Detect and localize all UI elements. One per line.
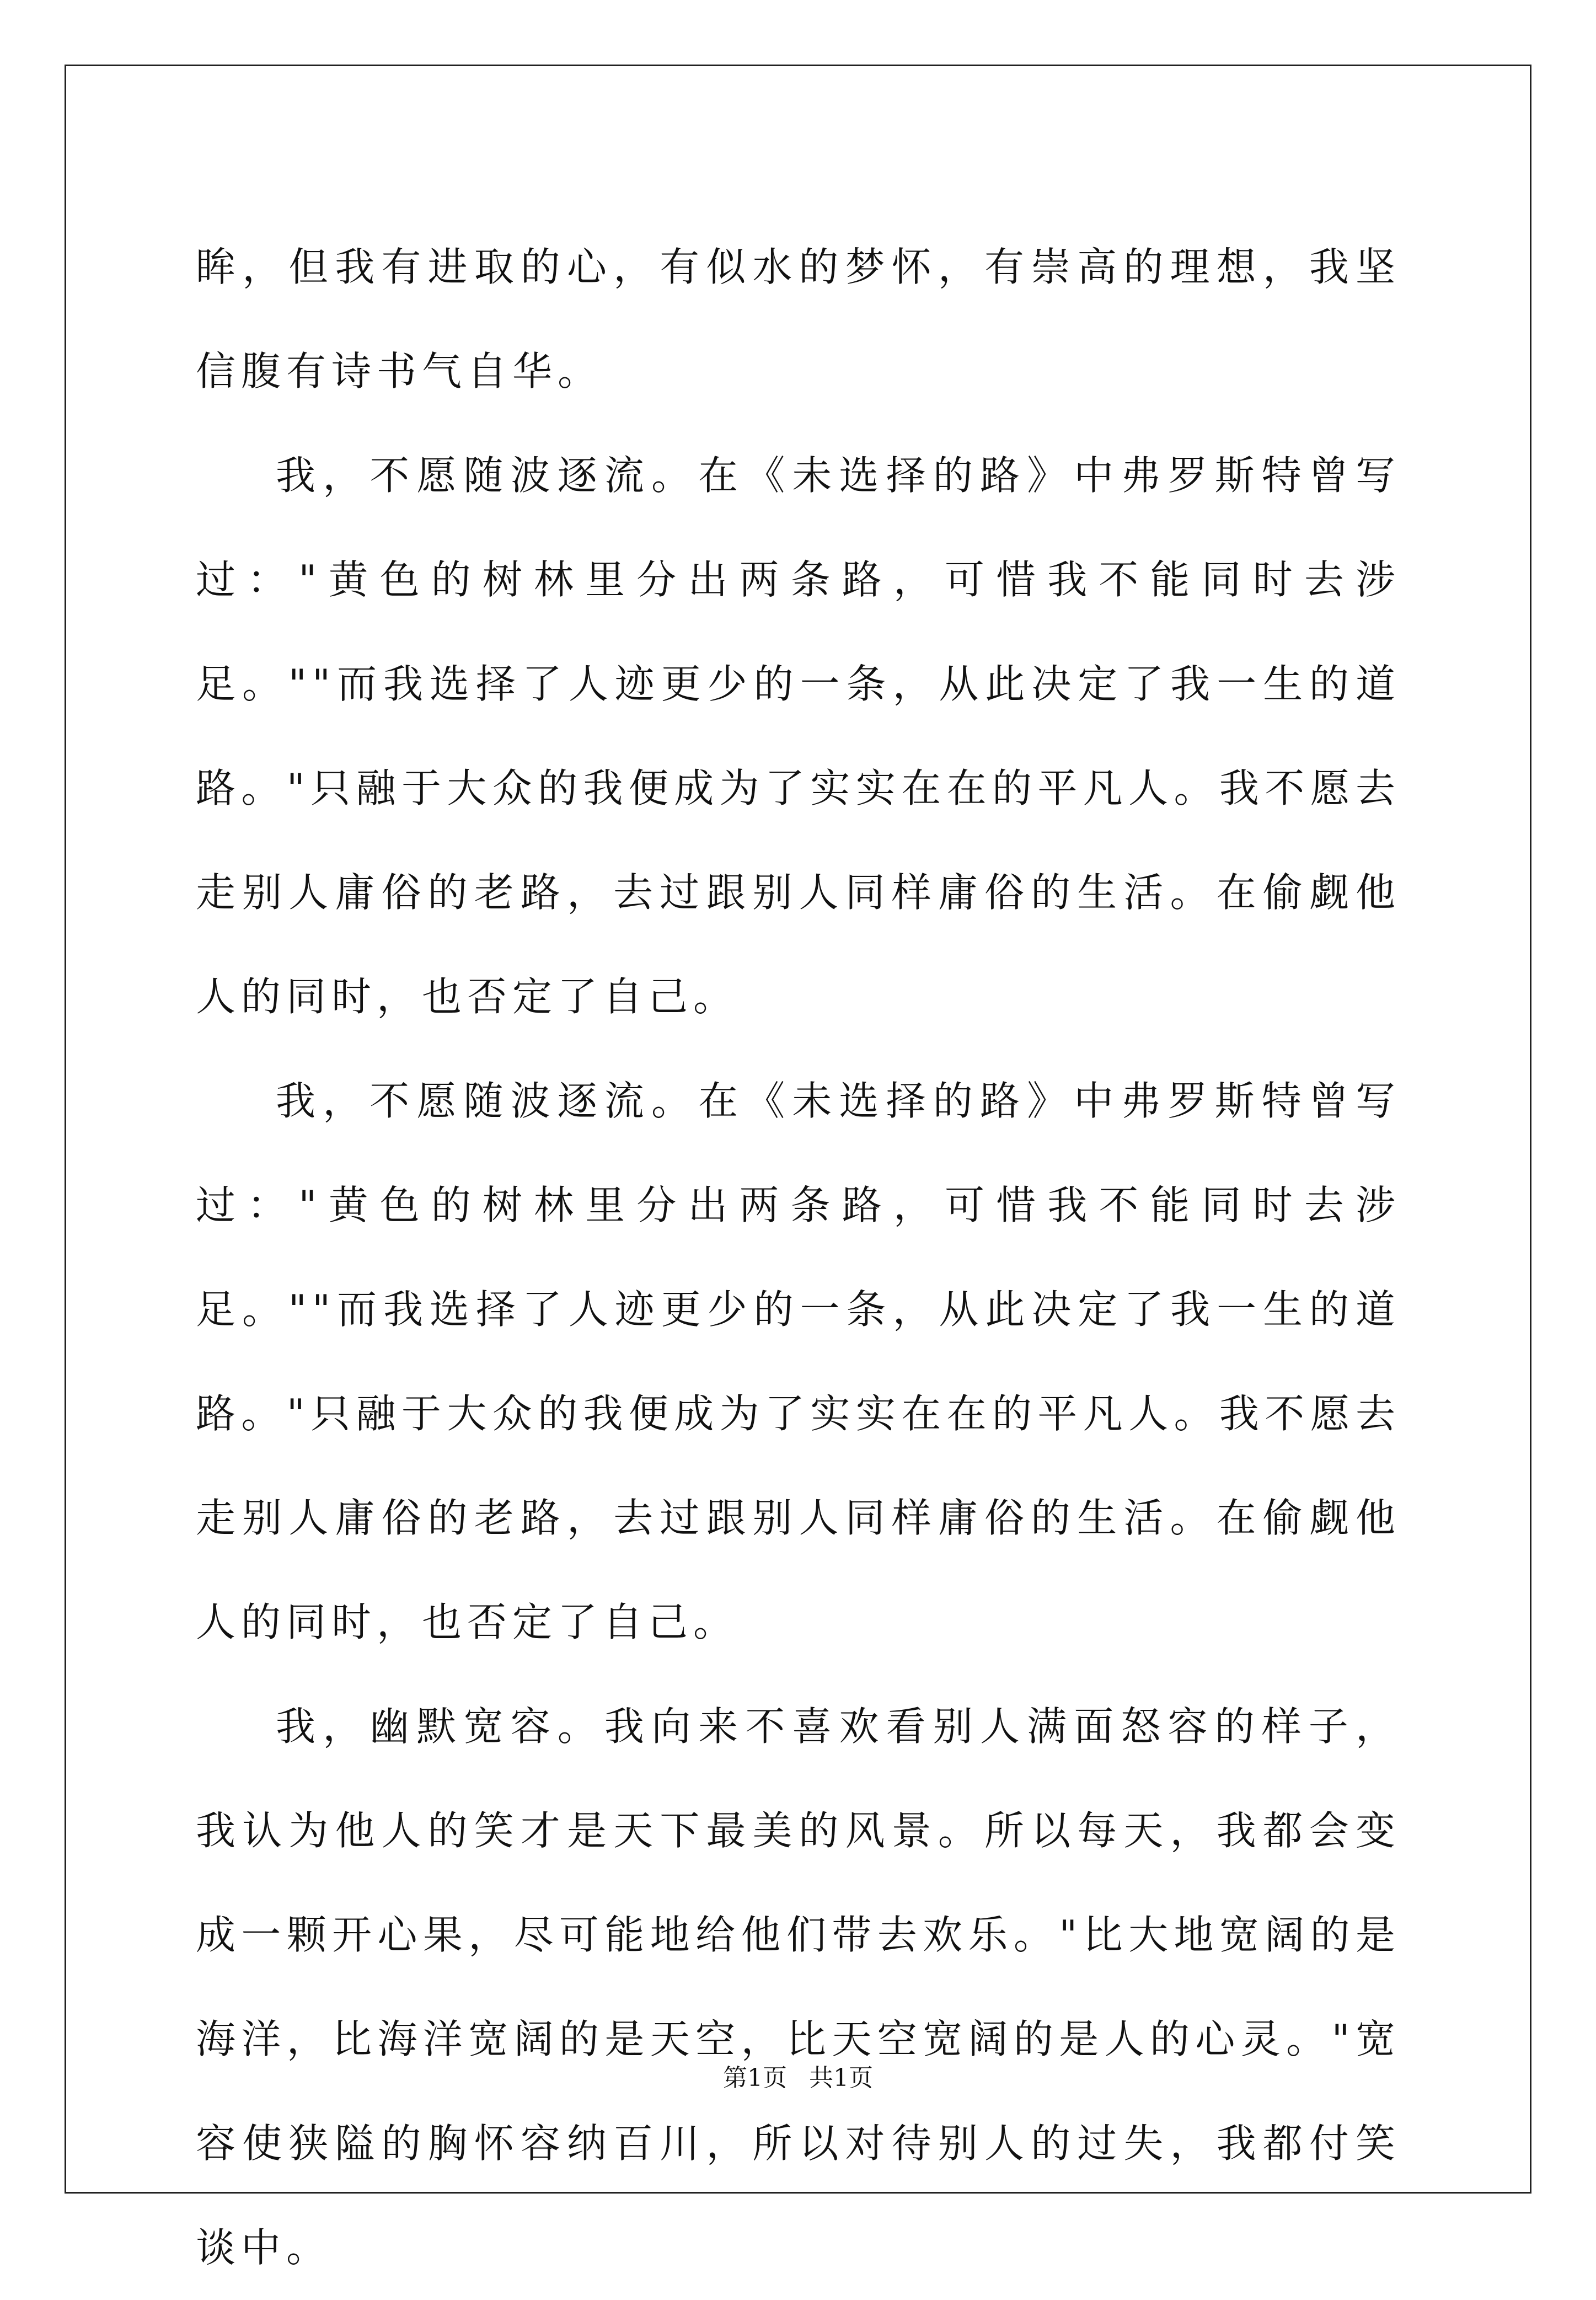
paragraph-2: 我，不愿随波逐流。在《未选择的路》中弗罗斯特曾写过："黄色的树林里分出两条路，可惜我不能同时去涉足。""而我选择了人迹更少的一条，从此决定了我一生的道路。"只融于大众的我便成为了实实在在的平凡人。我不愿去走别人庸俗的老路，去过跟别人同样庸俗的生活。在偷觑他人的同时，也否定了自己。 — [196, 452, 1401, 1020]
page-total: 共1页 — [809, 2064, 873, 2092]
paragraph-4: 我，幽默宽容。我向来不喜欢看别人满面怒容的样子，我认为他人的笑才是天下最美的风景。所以每天，我都会变成一颗开心果，尽可能地给他们带去欢乐。"比大地宽阔的是海洋，比海洋宽阔的是天空，比天空宽阔的是人的心灵。"宽容使狭隘的胸怀容纳百川，所以对待别人的过失，我都付笑谈中。 — [196, 1703, 1401, 2271]
page-number: 第1页 — [723, 2064, 787, 2092]
paragraph-3: 我，不愿随波逐流。在《未选择的路》中弗罗斯特曾写过："黄色的树林里分出两条路，可惜我不能同时去涉足。""而我选择了人迹更少的一条，从此决定了我一生的道路。"只融于大众的我便成为了实实在在的平凡人。我不愿去走别人庸俗的老路，去过跟别人同样庸俗的生活。在偷觑他人的同时，也否定了自己。 — [196, 1078, 1401, 1645]
paragraph-1: 眸，但我有进取的心，有似水的梦怀，有崇高的理想，我坚信腹有诗书气自华。 — [196, 244, 1401, 394]
page-footer — [0, 2062, 1596, 2095]
document-body — [196, 215, 1401, 2300]
